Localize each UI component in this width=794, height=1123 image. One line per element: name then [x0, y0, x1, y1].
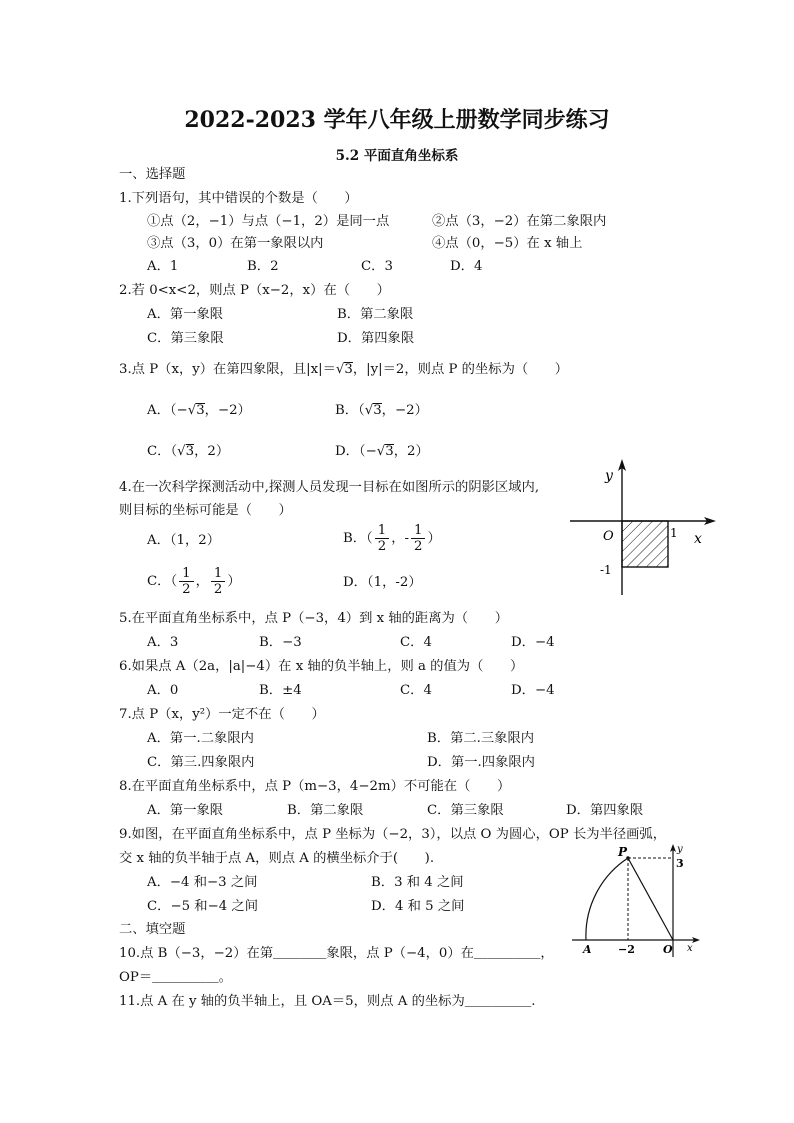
question-1-statement-2: ②点（3，−2）在第二象限内 [432, 214, 607, 229]
y-tick-three-label: 3 [676, 857, 684, 870]
page-title: 2022-2023 学年八年级上册数学同步练习 [184, 107, 610, 133]
option-b-suffix: ） [427, 531, 441, 546]
x-tick-neg-two-label: −2 [618, 943, 635, 956]
question-4-option-b [343, 523, 441, 554]
question-4-figure [560, 455, 720, 600]
fraction-denominator: 2 [182, 582, 191, 597]
question-8-option-b: B．第二象限 [287, 803, 364, 818]
question-1-option-b: B．2 [247, 259, 279, 274]
question-1-stem: 1.下列语句，其中错误的个数是（ ） [119, 191, 358, 206]
question-8-option-c: C．第三象限 [427, 803, 504, 818]
fraction [211, 566, 225, 597]
option-b-separator: ，- [391, 531, 409, 546]
question-6-option-b: B．±4 [259, 683, 302, 698]
question-4-stem-line-2: 则目标的坐标可能是（ ） [119, 503, 292, 518]
question-9-stem-line-2: 交 x 轴的负半轴于点 A，则点 A 的横坐标介于( ). [119, 851, 435, 866]
question-3-stem [119, 362, 568, 378]
point-p-label: P [618, 845, 628, 859]
question-3-stem-start: 3.点 P（x，y）在第四象限，且|x|＝ [119, 362, 336, 377]
question-2-option-c: C．第三象限 [147, 331, 224, 346]
sqrt-radical: √ [364, 403, 374, 418]
question-3-option-b [335, 403, 428, 419]
section-heading-fill: 二、填空题 [119, 922, 186, 937]
question-11-line-1: 11.点 A 在 y 轴的负半轴上，且 OA＝5，则点 A 的坐标为＿＿＿＿＿. [119, 994, 536, 1009]
question-2-option-b: B．第二象限 [337, 307, 414, 322]
question-8-option-d: D．第四象限 [566, 803, 644, 818]
page-subtitle: 5.2 平面直角坐标系 [335, 148, 459, 164]
sqrt-radicand: 3 [385, 444, 394, 459]
y-axis-label: y [677, 844, 683, 855]
segment-op [628, 858, 673, 940]
arc-op [586, 858, 628, 940]
question-5-option-c: C．4 [400, 635, 432, 650]
question-2-stem: 2.若 0<x<2，则点 P（x−2，x）在（ ） [119, 283, 390, 298]
question-5-option-b: B．−3 [259, 635, 302, 650]
option-c-prefix: C．（ [147, 444, 178, 459]
question-4-option-c [147, 566, 241, 597]
fraction-denominator: 2 [377, 539, 387, 554]
question-7-option-b: B．第二.三象限内 [427, 731, 535, 746]
question-2-option-a: A．第一象限 [147, 307, 224, 322]
fraction [375, 523, 389, 554]
fraction-numerator: 1 [211, 566, 225, 582]
question-8-stem: 8.在平面直角坐标系中，点 P（m−3，4−2m）不可能在（ ） [119, 779, 511, 794]
question-1-option-a: A．1 [147, 259, 179, 274]
question-3-option-c [147, 444, 229, 460]
fraction-numerator: 1 [375, 523, 389, 539]
sqrt-radical: √ [187, 403, 197, 418]
question-1-statement-3: ③点（3，0）在第一象限以内 [147, 236, 324, 251]
fraction-denominator: 2 [213, 582, 223, 597]
question-9-option-c: C．−5 和−4 之间 [147, 899, 259, 914]
sqrt-radical: √ [376, 444, 386, 459]
sqrt-radicand: 3 [196, 403, 205, 418]
question-5-option-d: D．−4 [511, 635, 555, 650]
question-5-option-a: A．3 [147, 635, 179, 650]
question-9-option-d: D．4 和 5 之间 [371, 899, 465, 914]
y-axis-label: y [605, 468, 613, 484]
sqrt-radicand: 3 [344, 362, 353, 377]
fraction-denominator: 2 [413, 539, 423, 554]
option-b-prefix: B．（ [343, 531, 373, 546]
sqrt-radical: √ [177, 444, 186, 459]
question-9-stem-line-1: 9.如图，在平面直角坐标系中，点 P 坐标为（−2，3），以点 O 为圆心，OP 长为半径画弧， [119, 827, 667, 842]
question-1-option-c: C．3 [361, 259, 393, 274]
question-7-option-c: C．第三.四象限内 [147, 755, 255, 770]
question-8-option-a: A．第一象限 [147, 803, 224, 818]
question-7-stem: 7.点 P（x，y²）一定不在（ ） [119, 707, 325, 722]
option-d-prefix: D．（− [335, 444, 377, 459]
fraction-numerator: 1 [411, 523, 425, 539]
question-3-option-a [147, 403, 251, 419]
origin-label: O [603, 529, 614, 544]
question-6-stem: 6.如果点 A（2a，|a|−4）在 x 轴的负半轴上，则 a 的值为（ ） [119, 659, 524, 674]
origin-label: O [663, 943, 673, 956]
question-6-option-c: C．4 [400, 683, 432, 698]
question-10-line-1: 10.点 B（−3，−2）在第＿＿＿＿象限，点 P（−4，0）在＿＿＿＿＿， [119, 946, 554, 961]
option-c-separator: ， [195, 574, 209, 589]
question-3-option-d [335, 444, 429, 460]
question-1-option-d: D．4 [450, 259, 483, 274]
question-10-line-2: OP＝＿＿＿＿＿。 [119, 970, 232, 985]
question-3-stem-end: ，|y|＝2，则点 P 的坐标为（ ） [352, 362, 569, 377]
option-d-suffix: ，2） [393, 444, 429, 459]
x-tick-one-label: 1 [670, 526, 678, 540]
question-9-figure [566, 842, 706, 962]
x-axis-label: x [687, 943, 693, 954]
fraction-numerator: 1 [179, 566, 193, 582]
question-4-option-d: D．（1，-2） [343, 575, 422, 590]
sqrt-radicand: 3 [373, 403, 382, 418]
y-tick-neg-one-label: -1 [600, 563, 612, 577]
option-c-suffix: ） [227, 574, 241, 589]
option-c-prefix: C．（ [147, 574, 178, 589]
question-2-option-d: D．第四象限 [337, 331, 415, 346]
question-9-option-a: A．−4 和−3 之间 [147, 875, 258, 890]
shaded-region [622, 521, 668, 567]
option-c-suffix: ，2） [194, 444, 230, 459]
question-9-option-b: B．3 和 4 之间 [371, 875, 464, 890]
point-a-label: A [583, 943, 592, 956]
option-a-suffix: ，−2） [204, 403, 251, 418]
question-6-option-d: D．−4 [511, 683, 555, 698]
sqrt-radical: √ [335, 362, 345, 377]
question-7-option-d: D．第一.四象限内 [427, 755, 535, 770]
question-5-stem: 5.在平面直角坐标系中，点 P（−3，4）到 x 轴的距离为（ ） [119, 611, 508, 626]
option-a-prefix: A．（− [147, 403, 188, 418]
question-7-option-a: A．第一.二象限内 [147, 731, 254, 746]
x-axis-label: x [694, 531, 702, 547]
section-heading-choice: 一、选择题 [119, 167, 186, 182]
fraction [411, 523, 425, 554]
fraction [179, 566, 193, 597]
question-1-statement-4: ④点（0，−5）在 x 轴上 [432, 236, 583, 251]
question-6-option-a: A．0 [147, 683, 179, 698]
question-1-statement-1: ①点（2，−1）与点（−1，2）是同一点 [147, 214, 390, 229]
sqrt-radicand: 3 [185, 444, 195, 459]
question-4-stem-line-1: 4.在一次科学探测活动中,探测人员发现一目标在如图所示的阴影区域内, [119, 480, 540, 495]
option-b-suffix: ，−2） [381, 403, 428, 418]
question-4-option-a: A．（1，2） [147, 533, 221, 548]
option-b-prefix: B．（ [335, 403, 365, 418]
